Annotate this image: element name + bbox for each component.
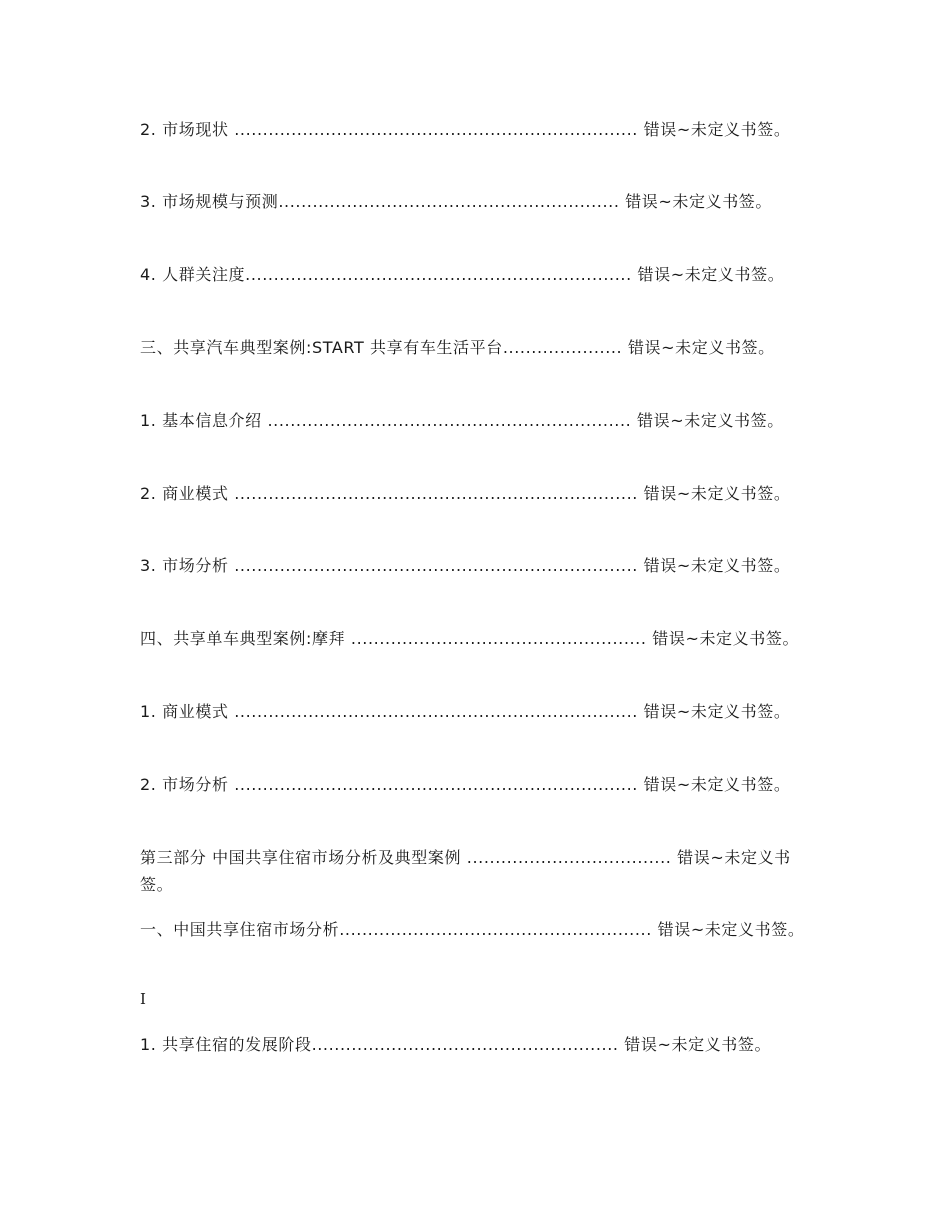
toc-entry-leader: ....................................................: [345, 629, 653, 648]
toc-entry-title: 2. 市场现状: [140, 120, 229, 139]
toc-entry[interactable]: [140, 844, 812, 898]
toc-entry[interactable]: [140, 698, 812, 725]
toc-entry-reference: 错误~未定义书签。: [140, 848, 791, 894]
toc-entry[interactable]: [140, 116, 812, 143]
toc-entry[interactable]: [140, 480, 812, 507]
toc-entry[interactable]: [140, 188, 812, 215]
toc-entry[interactable]: [140, 261, 812, 288]
toc-entry-title: 1. 商业模式: [140, 702, 229, 721]
toc-entry[interactable]: [140, 552, 812, 579]
toc-entry-title: 3. 市场分析: [140, 556, 229, 575]
toc-entry-reference: 错误~未定义书签。: [643, 775, 791, 794]
toc-entry-title: 一、中国共享住宿市场分析: [140, 920, 340, 939]
toc-entry[interactable]: [140, 407, 812, 434]
toc-entry[interactable]: [140, 771, 812, 798]
toc-entry-reference: 错误~未定义书签。: [637, 265, 785, 284]
toc-entry-title: 1. 基本信息介绍: [140, 411, 262, 430]
toc-entry-reference: 错误~未定义书签。: [625, 192, 773, 211]
toc-entry-reference: 错误~未定义书签。: [643, 702, 791, 721]
toc-entry-title: 四、共享单车典型案例:摩拜: [140, 629, 346, 648]
toc-entry-leader: .......................................................................: [228, 120, 644, 139]
toc-entry[interactable]: [140, 625, 812, 652]
toc-entry-title: 2. 商业模式: [140, 484, 229, 503]
toc-entry-leader: .......................................................................: [228, 775, 644, 794]
toc-entry-reference: 错误~未定义书签。: [657, 920, 805, 939]
toc-entry-leader: .......................................................................: [228, 484, 644, 503]
toc-entry[interactable]: [140, 1031, 812, 1058]
toc-entry-title: 三、共享汽车典型案例:START 共享有车生活平台: [140, 338, 503, 357]
toc-entry-title: 4. 人群关注度: [140, 265, 246, 284]
toc-entry-reference: 错误~未定义书签。: [627, 338, 775, 357]
page-marker: I: [140, 990, 146, 1008]
toc-entry-reference: 错误~未定义书签。: [643, 484, 791, 503]
toc-entry-leader: ................................................................: [261, 411, 638, 430]
toc-entry-leader: .....................: [502, 338, 628, 357]
toc-entry-title: 3. 市场规模与预测: [140, 192, 279, 211]
toc-entry[interactable]: [140, 334, 812, 361]
toc-entry-leader: .......................................................: [339, 920, 658, 939]
toc-entry-reference: 错误~未定义书签。: [643, 556, 791, 575]
toc-entry-leader: .......................................................................: [228, 702, 644, 721]
toc-entry-leader: ....................................................................: [245, 265, 638, 284]
toc-entry-reference: 错误~未定义书签。: [643, 120, 791, 139]
toc-entry-title: 第三部分 中国共享住宿市场分析及典型案例: [140, 848, 462, 867]
toc-entry-leader: ......................................................: [311, 1035, 625, 1054]
toc-entry-leader: ............................................................: [278, 192, 626, 211]
toc-entry-reference: 错误~未定义书签。: [624, 1035, 772, 1054]
toc-entry-title: 1. 共享住宿的发展阶段: [140, 1035, 312, 1054]
toc-entry-leader: .......................................................................: [228, 556, 644, 575]
toc-entry-reference: 错误~未定义书签。: [652, 629, 800, 648]
toc-entry-title: 2. 市场分析: [140, 775, 229, 794]
toc-entry-reference: 错误~未定义书签。: [637, 411, 784, 430]
toc-entry-leader: ....................................: [461, 848, 678, 867]
toc-entry[interactable]: [140, 916, 812, 943]
